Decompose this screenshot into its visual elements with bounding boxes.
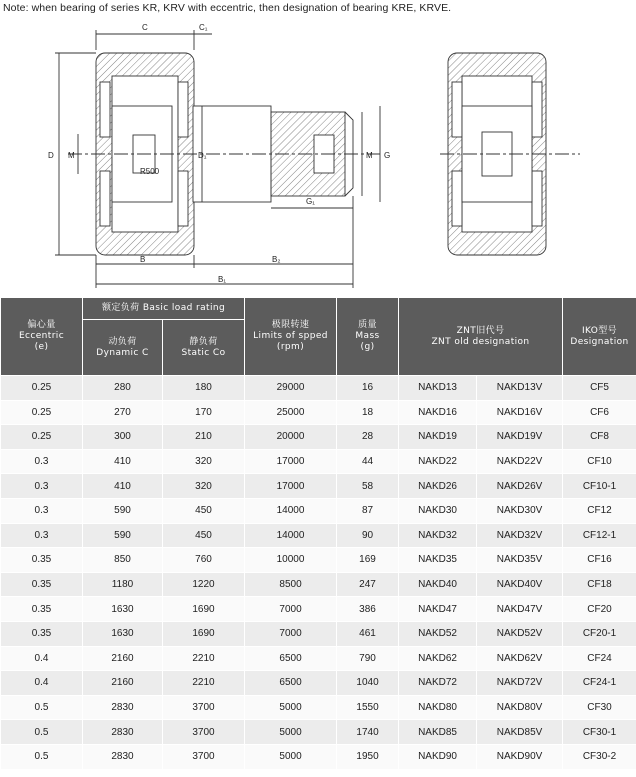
table-cell: NAKD62 [399, 646, 477, 671]
table-cell: NAKD13 [399, 376, 477, 401]
table-cell: CF8 [563, 425, 636, 450]
table-cell: 29000 [245, 376, 337, 401]
table-cell: 87 [337, 498, 399, 523]
table-cell: NAKD16 [399, 400, 477, 425]
table-row [1, 621, 636, 646]
header-load-rating: 额定负荷 Basic load rating [83, 298, 245, 320]
table-cell: 2830 [83, 695, 163, 720]
table-cell: 6500 [245, 646, 337, 671]
table-cell: 850 [83, 548, 163, 573]
table-cell: 790 [337, 646, 399, 671]
table-cell: CF5 [563, 376, 636, 401]
table-cell: 280 [83, 376, 163, 401]
table-cell: 5000 [245, 695, 337, 720]
table-cell: 410 [83, 474, 163, 499]
table-cell: CF24 [563, 646, 636, 671]
table-cell: NAKD16V [477, 400, 563, 425]
table-cell: 247 [337, 572, 399, 597]
dim-label-d1: D₁ [198, 151, 207, 160]
table-row [1, 425, 636, 450]
table-cell: NAKD22V [477, 449, 563, 474]
table-cell: 461 [337, 621, 399, 646]
table-cell: 1690 [163, 621, 245, 646]
table-cell: 1040 [337, 671, 399, 696]
table-row [1, 498, 636, 523]
table-cell: CF16 [563, 548, 636, 573]
table-cell: NAKD40V [477, 572, 563, 597]
table-cell: 3700 [163, 720, 245, 745]
table-cell: 2160 [83, 671, 163, 696]
table-cell: CF12-1 [563, 523, 636, 548]
table-cell: CF24-1 [563, 671, 636, 696]
table-cell: NAKD26 [399, 474, 477, 499]
header-static: 静负荷 Static Co [163, 320, 245, 376]
header-speed: 极限转速 Limits of spped (rpm) [245, 298, 337, 376]
table-cell: 1630 [83, 597, 163, 622]
table-cell: 7000 [245, 621, 337, 646]
table-cell: NAKD22 [399, 449, 477, 474]
table-cell: 17000 [245, 474, 337, 499]
table-row [1, 695, 636, 720]
table-cell: 0.25 [1, 376, 83, 401]
dim-label-b1: B₁ [218, 275, 227, 284]
table-cell: 1220 [163, 572, 245, 597]
spec-table [0, 297, 636, 770]
table-cell: 16 [337, 376, 399, 401]
table-cell: NAKD19 [399, 425, 477, 450]
table-cell: NAKD19V [477, 425, 563, 450]
dim-label-m: M [68, 151, 75, 160]
table-cell: CF20 [563, 597, 636, 622]
table-cell: NAKD30V [477, 498, 563, 523]
header-mass: 质量 Mass (g) [337, 298, 399, 376]
table-cell: NAKD85V [477, 720, 563, 745]
table-cell: CF18 [563, 572, 636, 597]
table-cell: 0.35 [1, 548, 83, 573]
table-cell: NAKD40 [399, 572, 477, 597]
table-cell: NAKD32V [477, 523, 563, 548]
table-cell: CF30-2 [563, 744, 636, 769]
table-cell: 5000 [245, 744, 337, 769]
table-cell: 20000 [245, 425, 337, 450]
table-cell: 410 [83, 449, 163, 474]
table-cell: 14000 [245, 523, 337, 548]
table-cell: 28 [337, 425, 399, 450]
table-cell: 300 [83, 425, 163, 450]
table-cell: NAKD80 [399, 695, 477, 720]
table-cell: 17000 [245, 449, 337, 474]
table-cell: 320 [163, 449, 245, 474]
table-cell: 0.5 [1, 695, 83, 720]
table-cell: NAKD30 [399, 498, 477, 523]
table-cell: 25000 [245, 400, 337, 425]
table-cell: 169 [337, 548, 399, 573]
table-cell: 0.5 [1, 744, 83, 769]
table-cell: 0.3 [1, 449, 83, 474]
table-cell: CF30-1 [563, 720, 636, 745]
table-cell: NAKD90 [399, 744, 477, 769]
table-cell: CF6 [563, 400, 636, 425]
table-cell: 386 [337, 597, 399, 622]
table-cell: 0.4 [1, 646, 83, 671]
dim-label-r500: R500 [140, 167, 160, 176]
dim-label-g: G [384, 151, 391, 160]
table-cell: 0.3 [1, 474, 83, 499]
table-cell: CF20-1 [563, 621, 636, 646]
dim-label-b: B [140, 255, 146, 264]
table-cell: 8500 [245, 572, 337, 597]
bearing-drawing [0, 14, 636, 297]
table-cell: 760 [163, 548, 245, 573]
table-cell: CF30 [563, 695, 636, 720]
table-cell: 5000 [245, 720, 337, 745]
dim-label-g1: G₁ [306, 197, 315, 206]
table-cell: 450 [163, 498, 245, 523]
dim-label-c1: C₁ [199, 23, 208, 32]
table-cell: CF10-1 [563, 474, 636, 499]
table-cell: 270 [83, 400, 163, 425]
table-cell: 590 [83, 523, 163, 548]
header-znt: ZNT旧代号 ZNT old designation [399, 298, 563, 376]
table-cell: NAKD90V [477, 744, 563, 769]
table-cell: 2210 [163, 671, 245, 696]
table-cell: 2830 [83, 720, 163, 745]
table-row [1, 646, 636, 671]
table-cell: NAKD72V [477, 671, 563, 696]
table-row [1, 376, 636, 401]
table-cell: 1630 [83, 621, 163, 646]
table-cell: NAKD35V [477, 548, 563, 573]
table-cell: 2160 [83, 646, 163, 671]
table-cell: 0.4 [1, 671, 83, 696]
table-cell: 210 [163, 425, 245, 450]
table-cell: 44 [337, 449, 399, 474]
table-cell: 1550 [337, 695, 399, 720]
table-cell: 0.25 [1, 425, 83, 450]
table-row [1, 671, 636, 696]
table-cell: 1950 [337, 744, 399, 769]
table-row [1, 720, 636, 745]
table-cell: NAKD72 [399, 671, 477, 696]
table-row [1, 523, 636, 548]
table-row [1, 548, 636, 573]
header-eccentric: 偏心量 Eccentric (e) [1, 298, 83, 376]
table-cell: 180 [163, 376, 245, 401]
table-cell: NAKD47 [399, 597, 477, 622]
dim-label-c: C [142, 23, 148, 32]
table-cell: 90 [337, 523, 399, 548]
table-cell: 0.3 [1, 498, 83, 523]
table-cell: CF10 [563, 449, 636, 474]
table-cell: CF12 [563, 498, 636, 523]
table-cell: 0.5 [1, 720, 83, 745]
table-row [1, 572, 636, 597]
table-cell: NAKD85 [399, 720, 477, 745]
spec-table-body [1, 376, 636, 770]
header-dynamic: 动负荷 Dynamic C [83, 320, 163, 376]
table-cell: 0.35 [1, 572, 83, 597]
table-cell: 6500 [245, 671, 337, 696]
dim-label-d: D [48, 151, 54, 160]
table-cell: NAKD26V [477, 474, 563, 499]
table-row [1, 474, 636, 499]
table-cell: 58 [337, 474, 399, 499]
table-cell: NAKD80V [477, 695, 563, 720]
table-row [1, 744, 636, 769]
table-cell: 3700 [163, 695, 245, 720]
table-cell: 1740 [337, 720, 399, 745]
note-text: Note: when bearing of series KR, KRV with eccentric, then designation of bearing KRE, KRVE. [3, 2, 452, 14]
table-cell: 18 [337, 400, 399, 425]
dim-label-b2: B₂ [272, 255, 281, 264]
table-cell: 320 [163, 474, 245, 499]
header-iko: IKO型号 Designation [563, 298, 636, 376]
table-cell: NAKD52V [477, 621, 563, 646]
table-cell: NAKD35 [399, 548, 477, 573]
table-cell: NAKD32 [399, 523, 477, 548]
table-cell: NAKD13V [477, 376, 563, 401]
table-cell: 0.35 [1, 621, 83, 646]
table-cell: 1690 [163, 597, 245, 622]
table-cell: 450 [163, 523, 245, 548]
table-cell: NAKD62V [477, 646, 563, 671]
table-row [1, 449, 636, 474]
table-cell: 7000 [245, 597, 337, 622]
table-cell: 0.35 [1, 597, 83, 622]
table-cell: NAKD52 [399, 621, 477, 646]
table-cell: 3700 [163, 744, 245, 769]
table-cell: 2830 [83, 744, 163, 769]
table-cell: 2210 [163, 646, 245, 671]
table-cell: NAKD47V [477, 597, 563, 622]
table-cell: 170 [163, 400, 245, 425]
dim-label-m-right: M [366, 151, 373, 160]
table-cell: 1180 [83, 572, 163, 597]
table-cell: 590 [83, 498, 163, 523]
table-row [1, 597, 636, 622]
table-cell: 0.25 [1, 400, 83, 425]
table-cell: 0.3 [1, 523, 83, 548]
table-row [1, 400, 636, 425]
table-cell: 10000 [245, 548, 337, 573]
table-cell: 14000 [245, 498, 337, 523]
